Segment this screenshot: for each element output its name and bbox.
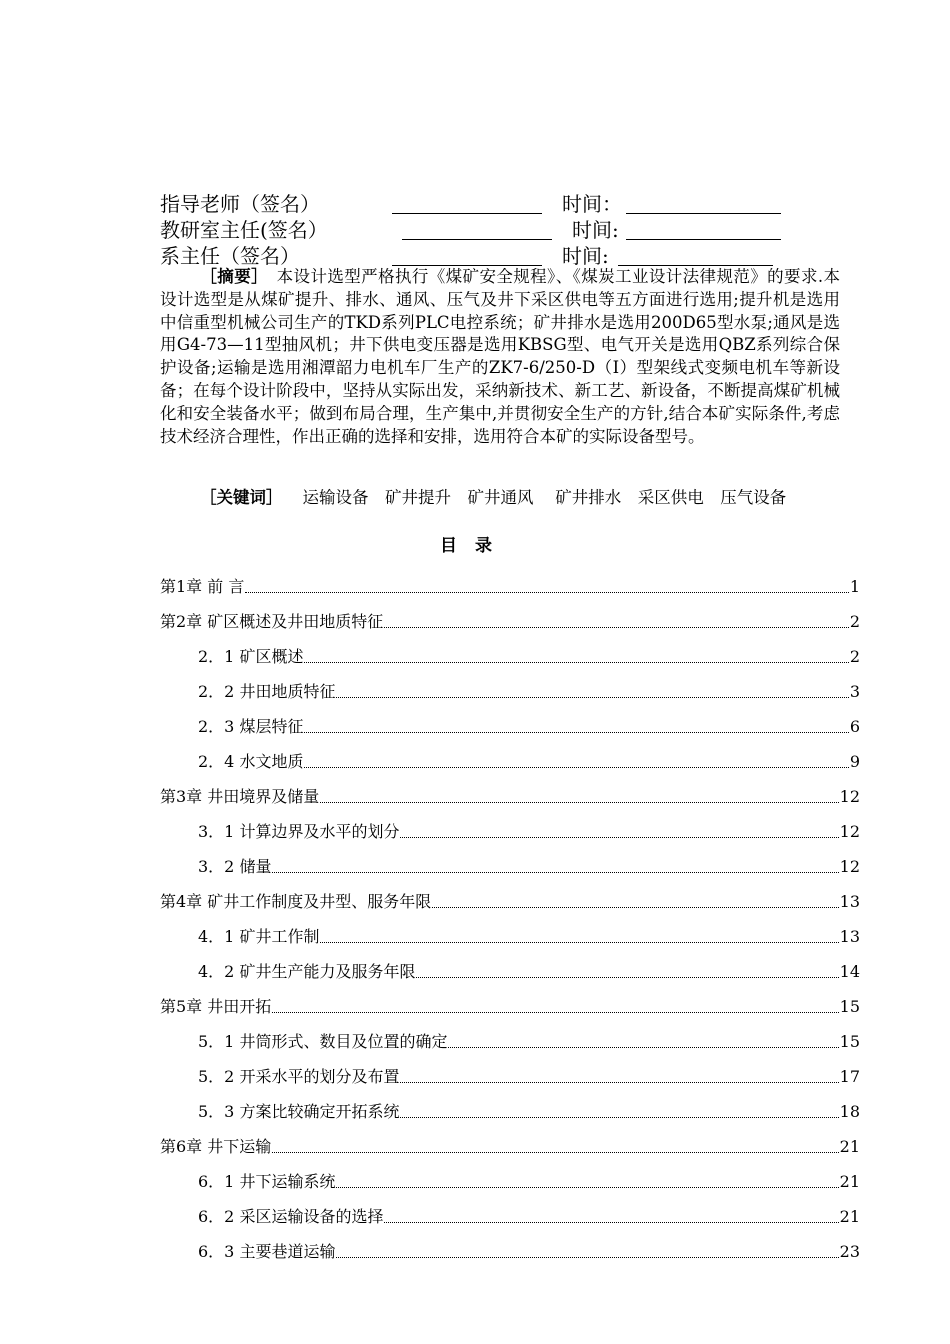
- toc-entry-text: 5．3 方案比较确定开拓系统: [198, 1102, 400, 1121]
- toc-leader-dots: [245, 591, 848, 593]
- signature-line: [402, 217, 552, 240]
- toc-entry[interactable]: [160, 1158, 860, 1193]
- toc-leader-dots: [384, 1221, 838, 1223]
- toc-entry-page: 18: [839, 1102, 860, 1121]
- time-label: 时间：: [562, 192, 622, 216]
- toc-leader-dots: [448, 1046, 838, 1048]
- signature-line: [392, 243, 542, 266]
- toc-leader-dots: [320, 801, 838, 803]
- toc-entry-page: 12: [839, 857, 860, 876]
- toc-entry-page: 17: [839, 1067, 860, 1086]
- toc-entry-page: 13: [839, 892, 860, 911]
- toc-entry[interactable]: [160, 738, 860, 773]
- time-line: [626, 191, 781, 214]
- toc-entry-text: 第2章 矿区概述及井田地质特征: [160, 612, 384, 631]
- toc-entry-text: 3．1 计算边界及水平的划分: [198, 822, 400, 841]
- toc-entry-text: 第4章 矿井工作制度及井型、服务年限: [160, 892, 432, 911]
- toc-entry-text: 2．2 井田地质特征: [198, 682, 336, 701]
- toc-entry[interactable]: [160, 843, 860, 878]
- toc-leader-dots: [384, 626, 849, 628]
- toc-title: 目录: [440, 536, 510, 556]
- toc-entry[interactable]: [160, 948, 860, 983]
- toc-entry-page: 21: [839, 1137, 860, 1156]
- toc-entry-page: 13: [839, 927, 860, 946]
- toc-entry-page: 21: [839, 1207, 860, 1226]
- toc-leader-dots: [336, 696, 848, 698]
- toc-leader-dots: [432, 906, 838, 908]
- toc-entry-text: 第6章 井下运输: [160, 1137, 272, 1156]
- toc-entry-page: 21: [839, 1172, 860, 1191]
- toc-entry-text: 6．1 井下运输系统: [198, 1172, 336, 1191]
- toc-entry[interactable]: [160, 773, 860, 808]
- signature-label: 系主任（签名）: [160, 244, 300, 268]
- toc-entry-page: 12: [839, 787, 860, 806]
- toc-entry-text: 3．2 储量: [198, 857, 272, 876]
- toc-leader-dots: [336, 1256, 838, 1258]
- toc-entry[interactable]: [160, 1088, 860, 1123]
- toc-entry-page: 15: [839, 1032, 860, 1051]
- toc-entry-page: 9: [849, 752, 860, 771]
- toc-entry[interactable]: [160, 1193, 860, 1228]
- toc-entry[interactable]: [160, 878, 860, 913]
- toc-leader-dots: [320, 941, 838, 943]
- toc-leader-dots: [416, 976, 838, 978]
- toc-entry-text: 6．3 主要巷道运输: [198, 1242, 336, 1261]
- toc-entry-text: 2．4 水文地质: [198, 752, 304, 771]
- keywords-tag: ［关键词］: [200, 488, 283, 507]
- toc-leader-dots: [400, 1116, 838, 1118]
- toc-entry-text: 第3章 井田境界及储量: [160, 787, 320, 806]
- toc-entry-page: 23: [839, 1242, 860, 1261]
- toc-entry-page: 3: [849, 682, 860, 701]
- table-of-contents: [160, 563, 860, 1263]
- signature-line: [392, 191, 542, 214]
- toc-leader-dots: [304, 661, 848, 663]
- toc-leader-dots: [304, 731, 848, 733]
- toc-entry[interactable]: [160, 808, 860, 843]
- abstract-tag: ［摘要］: [200, 267, 260, 286]
- keywords-paragraph: [160, 487, 850, 510]
- toc-leader-dots: [272, 1151, 838, 1153]
- toc-entry-page: 15: [839, 997, 860, 1016]
- toc-entry-text: 5．2 开采水平的划分及布置: [198, 1067, 400, 1086]
- toc-entry[interactable]: [160, 703, 860, 738]
- abstract-paragraph: [160, 266, 840, 448]
- toc-entry-text: 6．2 采区运输设备的选择: [198, 1207, 384, 1226]
- toc-leader-dots: [400, 836, 838, 838]
- time-label: 时间:: [562, 244, 609, 268]
- toc-entry[interactable]: [160, 668, 860, 703]
- toc-entry[interactable]: [160, 913, 860, 948]
- toc-entry-page: 6: [849, 717, 860, 736]
- toc-entry-text: 2．3 煤层特征: [198, 717, 304, 736]
- toc-entry-text: 第1章 前 言: [160, 577, 245, 596]
- toc-entry[interactable]: [160, 563, 860, 598]
- toc-leader-dots: [272, 871, 838, 873]
- abstract-text: 本设计选型严格执行《煤矿安全规程》、《煤炭工业设计法律规范》的要求.本设计选型是从煤矿提升、排水、通风、压气及井下采区供电等五方面进行选用;提升机是选用中信重型机械公司生产的TKD系列PLC电控系统；矿井排水是选用200D65型水泵;通风是选用G4-73—11型抽风机；井下供电变压器是选用KBSG型、电气开关是选用QBZ系列综合保护设备;运输是选用湘潭韶力电机车厂生产的ZK7-6/250-D（I）型架线式变频电机车等新设备；在每个设计阶段中，坚持从实际出发，采纳新技术、新工艺、新设备，不断提高煤矿机械化和安全装备水平；做到布局合理，生产集中,并贯彻安全生产的方针,结合本矿实际条件,考虑技术经济合理性，作出正确的选择和安排，选用符合本矿的实际设备型号。: [160, 267, 841, 446]
- toc-entry-page: 12: [839, 822, 860, 841]
- time-line: [626, 217, 781, 240]
- toc-leader-dots: [304, 766, 848, 768]
- toc-entry-page: 1: [849, 577, 860, 596]
- toc-entry-text: 4．2 矿井生产能力及服务年限: [198, 962, 416, 981]
- toc-leader-dots: [400, 1081, 838, 1083]
- toc-entry[interactable]: [160, 633, 860, 668]
- time-line: [618, 243, 773, 266]
- toc-entry-page: 14: [839, 962, 860, 981]
- time-label: 时间:: [572, 218, 619, 242]
- toc-entry[interactable]: [160, 1053, 860, 1088]
- keywords-text: 运输设备 矿井提升 矿井通风 矿井排水 采区供电 压气设备: [302, 488, 787, 507]
- toc-entry[interactable]: [160, 983, 860, 1018]
- signature-label: 教研室主任(签名）: [160, 218, 328, 242]
- signature-label: 指导老师（签名）: [160, 192, 320, 216]
- toc-entry[interactable]: [160, 598, 860, 633]
- toc-entry-page: 2: [849, 612, 860, 631]
- toc-entry-text: 5．1 井筒形式、数目及位置的确定: [198, 1032, 448, 1051]
- toc-entry-page: 2: [849, 647, 860, 666]
- toc-entry[interactable]: [160, 1228, 860, 1263]
- toc-entry[interactable]: [160, 1123, 860, 1158]
- toc-leader-dots: [336, 1186, 838, 1188]
- toc-entry[interactable]: [160, 1018, 860, 1053]
- toc-entry-text: 4．1 矿井工作制: [198, 927, 320, 946]
- toc-entry-text: 第5章 井田开拓: [160, 997, 272, 1016]
- toc-leader-dots: [272, 1011, 838, 1013]
- toc-entry-text: 2．1 矿区概述: [198, 647, 304, 666]
